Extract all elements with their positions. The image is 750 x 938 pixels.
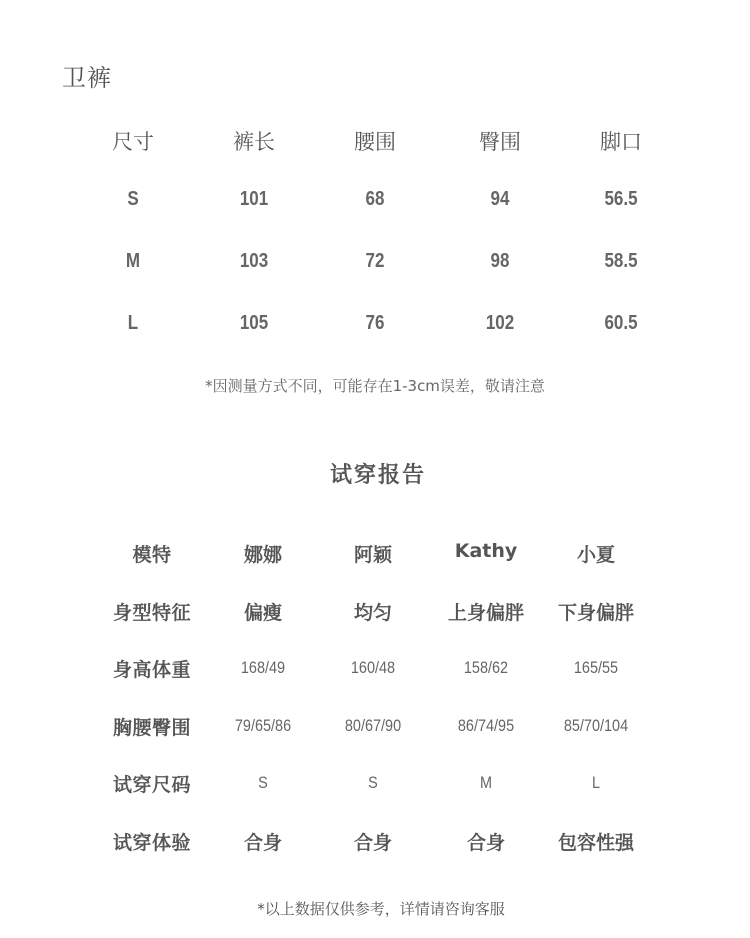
row-label: 试穿体验 xyxy=(112,831,191,854)
report-row-height-weight xyxy=(0,639,750,697)
cell-model-3: 158/62 xyxy=(463,658,509,677)
cell-model-1: 合身 xyxy=(243,831,282,854)
size-table-header xyxy=(72,110,692,172)
report-table xyxy=(0,524,750,869)
header-length: 裤长 xyxy=(233,130,275,154)
cell-model-1: S xyxy=(258,773,268,792)
cell-waist: 72 xyxy=(365,250,385,272)
table-row xyxy=(72,172,692,234)
row-label: 试穿尺码 xyxy=(112,774,191,796)
cell-model-3: 上身偏胖 xyxy=(447,601,524,624)
cell-length: 101 xyxy=(239,188,269,210)
table-row xyxy=(72,296,692,358)
row-label: 胸腰臀围 xyxy=(112,716,191,739)
cell-model-2: 合身 xyxy=(353,831,392,854)
header-size: 尺寸 xyxy=(112,130,154,154)
cell-model-2: 阿颖 xyxy=(353,544,392,566)
cell-waist: 76 xyxy=(365,312,385,334)
cell-model-3: Kathy xyxy=(454,540,518,562)
cell-waist: 68 xyxy=(365,188,385,210)
cell-model-1: 168/49 xyxy=(240,658,286,677)
cell-size: S xyxy=(127,188,139,210)
cell-model-2: S xyxy=(368,773,378,792)
section-title: 卫裤 xyxy=(62,64,112,92)
cell-model-2: 80/67/90 xyxy=(344,715,402,735)
cell-length: 105 xyxy=(239,312,269,334)
cell-model-1: 娜娜 xyxy=(243,544,282,566)
cell-size: L xyxy=(127,312,139,334)
report-title: 试穿报告 xyxy=(329,463,426,488)
cell-hip: 102 xyxy=(485,312,515,334)
cell-model-3: M xyxy=(479,773,493,792)
cell-hem: 56.5 xyxy=(604,188,638,210)
cell-size: M xyxy=(125,250,141,272)
header-hip: 臀围 xyxy=(479,130,521,154)
cell-model-4: 包容性强 xyxy=(557,831,634,854)
header-waist: 腰围 xyxy=(354,130,396,154)
cell-model-4: 下身偏胖 xyxy=(557,601,634,624)
cell-model-4: L xyxy=(591,773,601,792)
cell-model-1: 偏瘦 xyxy=(243,601,282,624)
cell-model-4: 小夏 xyxy=(576,544,615,566)
cell-model-2: 均匀 xyxy=(353,601,392,624)
table-row xyxy=(72,234,692,296)
cell-hip: 94 xyxy=(490,188,510,210)
cell-model-4: 165/55 xyxy=(573,658,619,677)
measurement-note: *因测量方式不同，可能存在1-3cm误差，敬请注意 xyxy=(205,377,545,395)
row-label: 身高体重 xyxy=(112,659,191,681)
size-table xyxy=(72,110,692,358)
row-label: 模特 xyxy=(132,544,172,566)
report-row-measurements xyxy=(0,697,750,755)
report-row-model xyxy=(0,524,750,582)
report-note: *以上数据仅供参考，详情请咨询客服 xyxy=(257,900,505,918)
cell-hem: 58.5 xyxy=(604,250,638,272)
report-row-size-tried xyxy=(0,754,750,812)
cell-model-3: 合身 xyxy=(466,831,505,854)
report-row-fit xyxy=(0,812,750,870)
cell-length: 103 xyxy=(239,250,269,272)
cell-hip: 98 xyxy=(490,250,510,272)
cell-model-4: 85/70/104 xyxy=(563,715,629,735)
report-row-body-type xyxy=(0,582,750,640)
cell-model-3: 86/74/95 xyxy=(457,715,515,735)
cell-model-2: 160/48 xyxy=(350,658,396,677)
header-hem: 脚口 xyxy=(600,130,642,154)
cell-model-1: 79/65/86 xyxy=(234,715,292,735)
row-label: 身型特征 xyxy=(112,601,191,624)
cell-hem: 60.5 xyxy=(604,312,638,334)
